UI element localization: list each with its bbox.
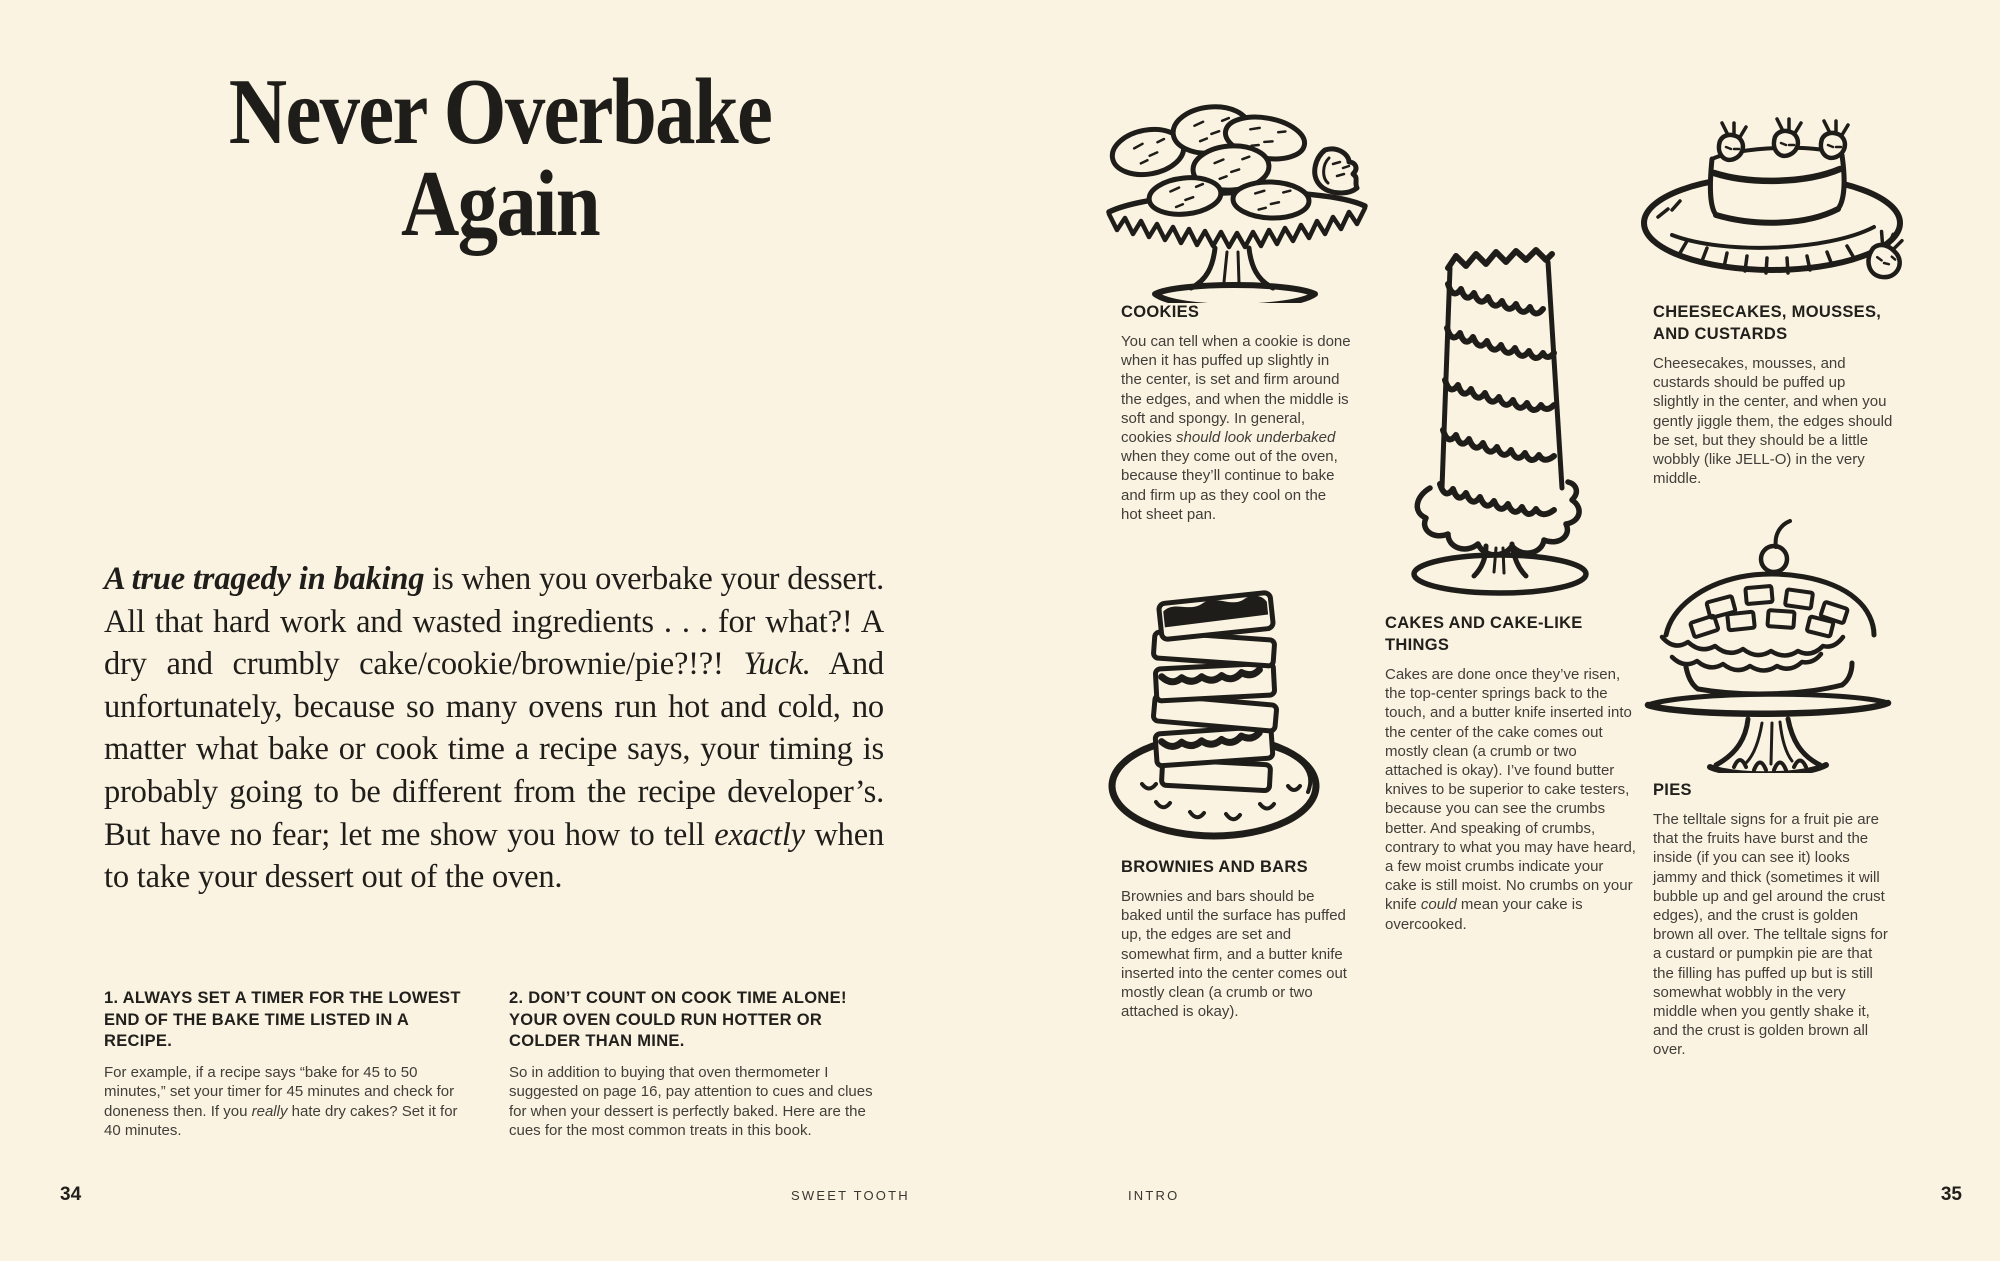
text-segment: You can tell when a cookie is done when it has puffed up slightly in the center, is set and firm around the edges, and when the middle is soft and spongy. In general, cookies bbox=[1121, 333, 1351, 447]
text-segment: Cheesecakes, mousses, and custards should be puffed up slightly in the center, and when you gently jiggle them, the edges should be set, but they should be a little wobbly (like JELL-O) in the very middle. bbox=[1653, 355, 1893, 488]
text-segment: Brownies and bars should be baked until the surface has puffed up, the edges are set and somewhat firm, and a butter knife inserted into the center comes out mostly clean (a crumb or two attached is okay). bbox=[1121, 888, 1347, 1021]
text-segment: exactly bbox=[714, 816, 805, 853]
cookies-illustration bbox=[1093, 88, 1388, 303]
brownies-illustration bbox=[1098, 556, 1333, 848]
text-segment: Cakes are done once they’ve risen, the top-center springs back to the touch, and a butter knife inserted into the center of the cake comes out mostly clean (a crumb or two attached is okay). I’ve found butter knives to be superior to cake testers, because you can see the crumbs better. And speaking of crumbs, contrary to what you may have heard, a few moist crumbs indicate your cake is still moist. No crumbs on your knife bbox=[1385, 666, 1636, 914]
section-cheesecakes-heading: CHEESECAKES, MOUSSES, AND CUSTARDS bbox=[1653, 303, 1882, 343]
running-head-chapter: INTRO bbox=[1128, 1188, 1180, 1203]
section-cookies-body bbox=[1121, 332, 1351, 524]
text-segment: when to take your dessert out of the oven. bbox=[104, 816, 884, 896]
text-segment: when they come out of the oven, because they’ll continue to bake and firm up as they cool on the hot sheet pan. bbox=[1121, 448, 1338, 523]
page-title bbox=[70, 60, 930, 256]
tip-2-body bbox=[509, 1063, 881, 1141]
section-cakes-body bbox=[1385, 665, 1637, 934]
section-cookies bbox=[1121, 301, 1351, 524]
tip-1-body bbox=[104, 1063, 476, 1141]
page-number-left: 34 bbox=[60, 1184, 82, 1205]
section-brownies-heading: BROWNIES AND BARS bbox=[1121, 858, 1308, 876]
text-segment: really bbox=[251, 1102, 288, 1120]
text-segment: is when you overbake your dessert. All that hard work and wasted ingredients . . . for what?! A dry and crumbly cake/cookie/brownie/pie?!?! bbox=[104, 561, 885, 683]
text-segment: mean your cake is overcooked. bbox=[1385, 896, 1583, 933]
text-segment: could bbox=[1420, 896, 1457, 914]
section-pies-body bbox=[1653, 810, 1888, 1060]
text-segment: So in addition to buying that oven thermometer I suggested on page 16, pay attention to cues and clues for when your dessert is perfectly baked. Here are the cues for the most common treats in this book. bbox=[509, 1063, 873, 1139]
text-segment: For example, if a recipe says “bake for 45 to 50 minutes,” set your timer for 45 minutes and check for doneness then. If you bbox=[104, 1063, 455, 1120]
text-segment: should look underbaked bbox=[1176, 429, 1336, 447]
intro-paragraph bbox=[104, 558, 884, 899]
cheesecake-illustration bbox=[1632, 103, 1922, 298]
section-cookies-heading: COOKIES bbox=[1121, 303, 1200, 321]
pie-illustration bbox=[1628, 515, 1908, 773]
section-cheesecakes bbox=[1653, 301, 1893, 488]
section-pies bbox=[1653, 779, 1888, 1060]
tip-2-heading: 2. DON’T COUNT ON COOK TIME ALONE! YOUR OVEN COULD RUN HOTTER OR COLDER THAN MINE. bbox=[509, 989, 847, 1050]
page-number-right: 35 bbox=[1940, 1184, 1962, 1205]
section-cheesecakes-body bbox=[1653, 354, 1893, 488]
text-segment: The telltale signs for a fruit pie are that the fruits have burst and the inside (if you can see it) looks jammy and thick (sometimes it will bubble up and gel around the crust edges), and the crust is golden brown all over. The telltale signs for a custard or pumpkin pie are that the filling has puffed up but is still somewhat wobbly in the very middle when you gently shake it, and the crust is golden brown all over. bbox=[1653, 811, 1888, 1059]
running-head-book-title: SWEET TOOTH bbox=[791, 1188, 910, 1203]
layer-cake-illustration bbox=[1390, 230, 1605, 598]
text-segment: Yuck. bbox=[743, 646, 811, 683]
text-segment: A true tragedy in baking bbox=[104, 561, 425, 597]
section-pies-heading: PIES bbox=[1653, 781, 1692, 799]
tip-1 bbox=[104, 988, 476, 1141]
page-title-line2: Again bbox=[400, 152, 600, 256]
section-cakes bbox=[1385, 612, 1637, 934]
page-title-line1: Never Overbake bbox=[228, 60, 772, 164]
text-segment: And unfortunately, because so many ovens run hot and cold, no matter what bake or cook time a recipe says, your timing is probably going to be different from the recipe developer’s. But have no fear; let me show you how to tell bbox=[104, 646, 884, 853]
tip-1-heading: 1. ALWAYS SET A TIMER FOR THE LOWEST END OF THE BAKE TIME LISTED IN A RECIPE. bbox=[104, 989, 461, 1050]
section-brownies bbox=[1121, 856, 1353, 1021]
tip-2 bbox=[509, 988, 881, 1141]
section-cakes-heading: CAKES AND CAKE-LIKE THINGS bbox=[1385, 614, 1583, 654]
section-brownies-body bbox=[1121, 887, 1353, 1021]
text-segment: hate dry cakes? Set it for 40 minutes. bbox=[104, 1102, 458, 1139]
